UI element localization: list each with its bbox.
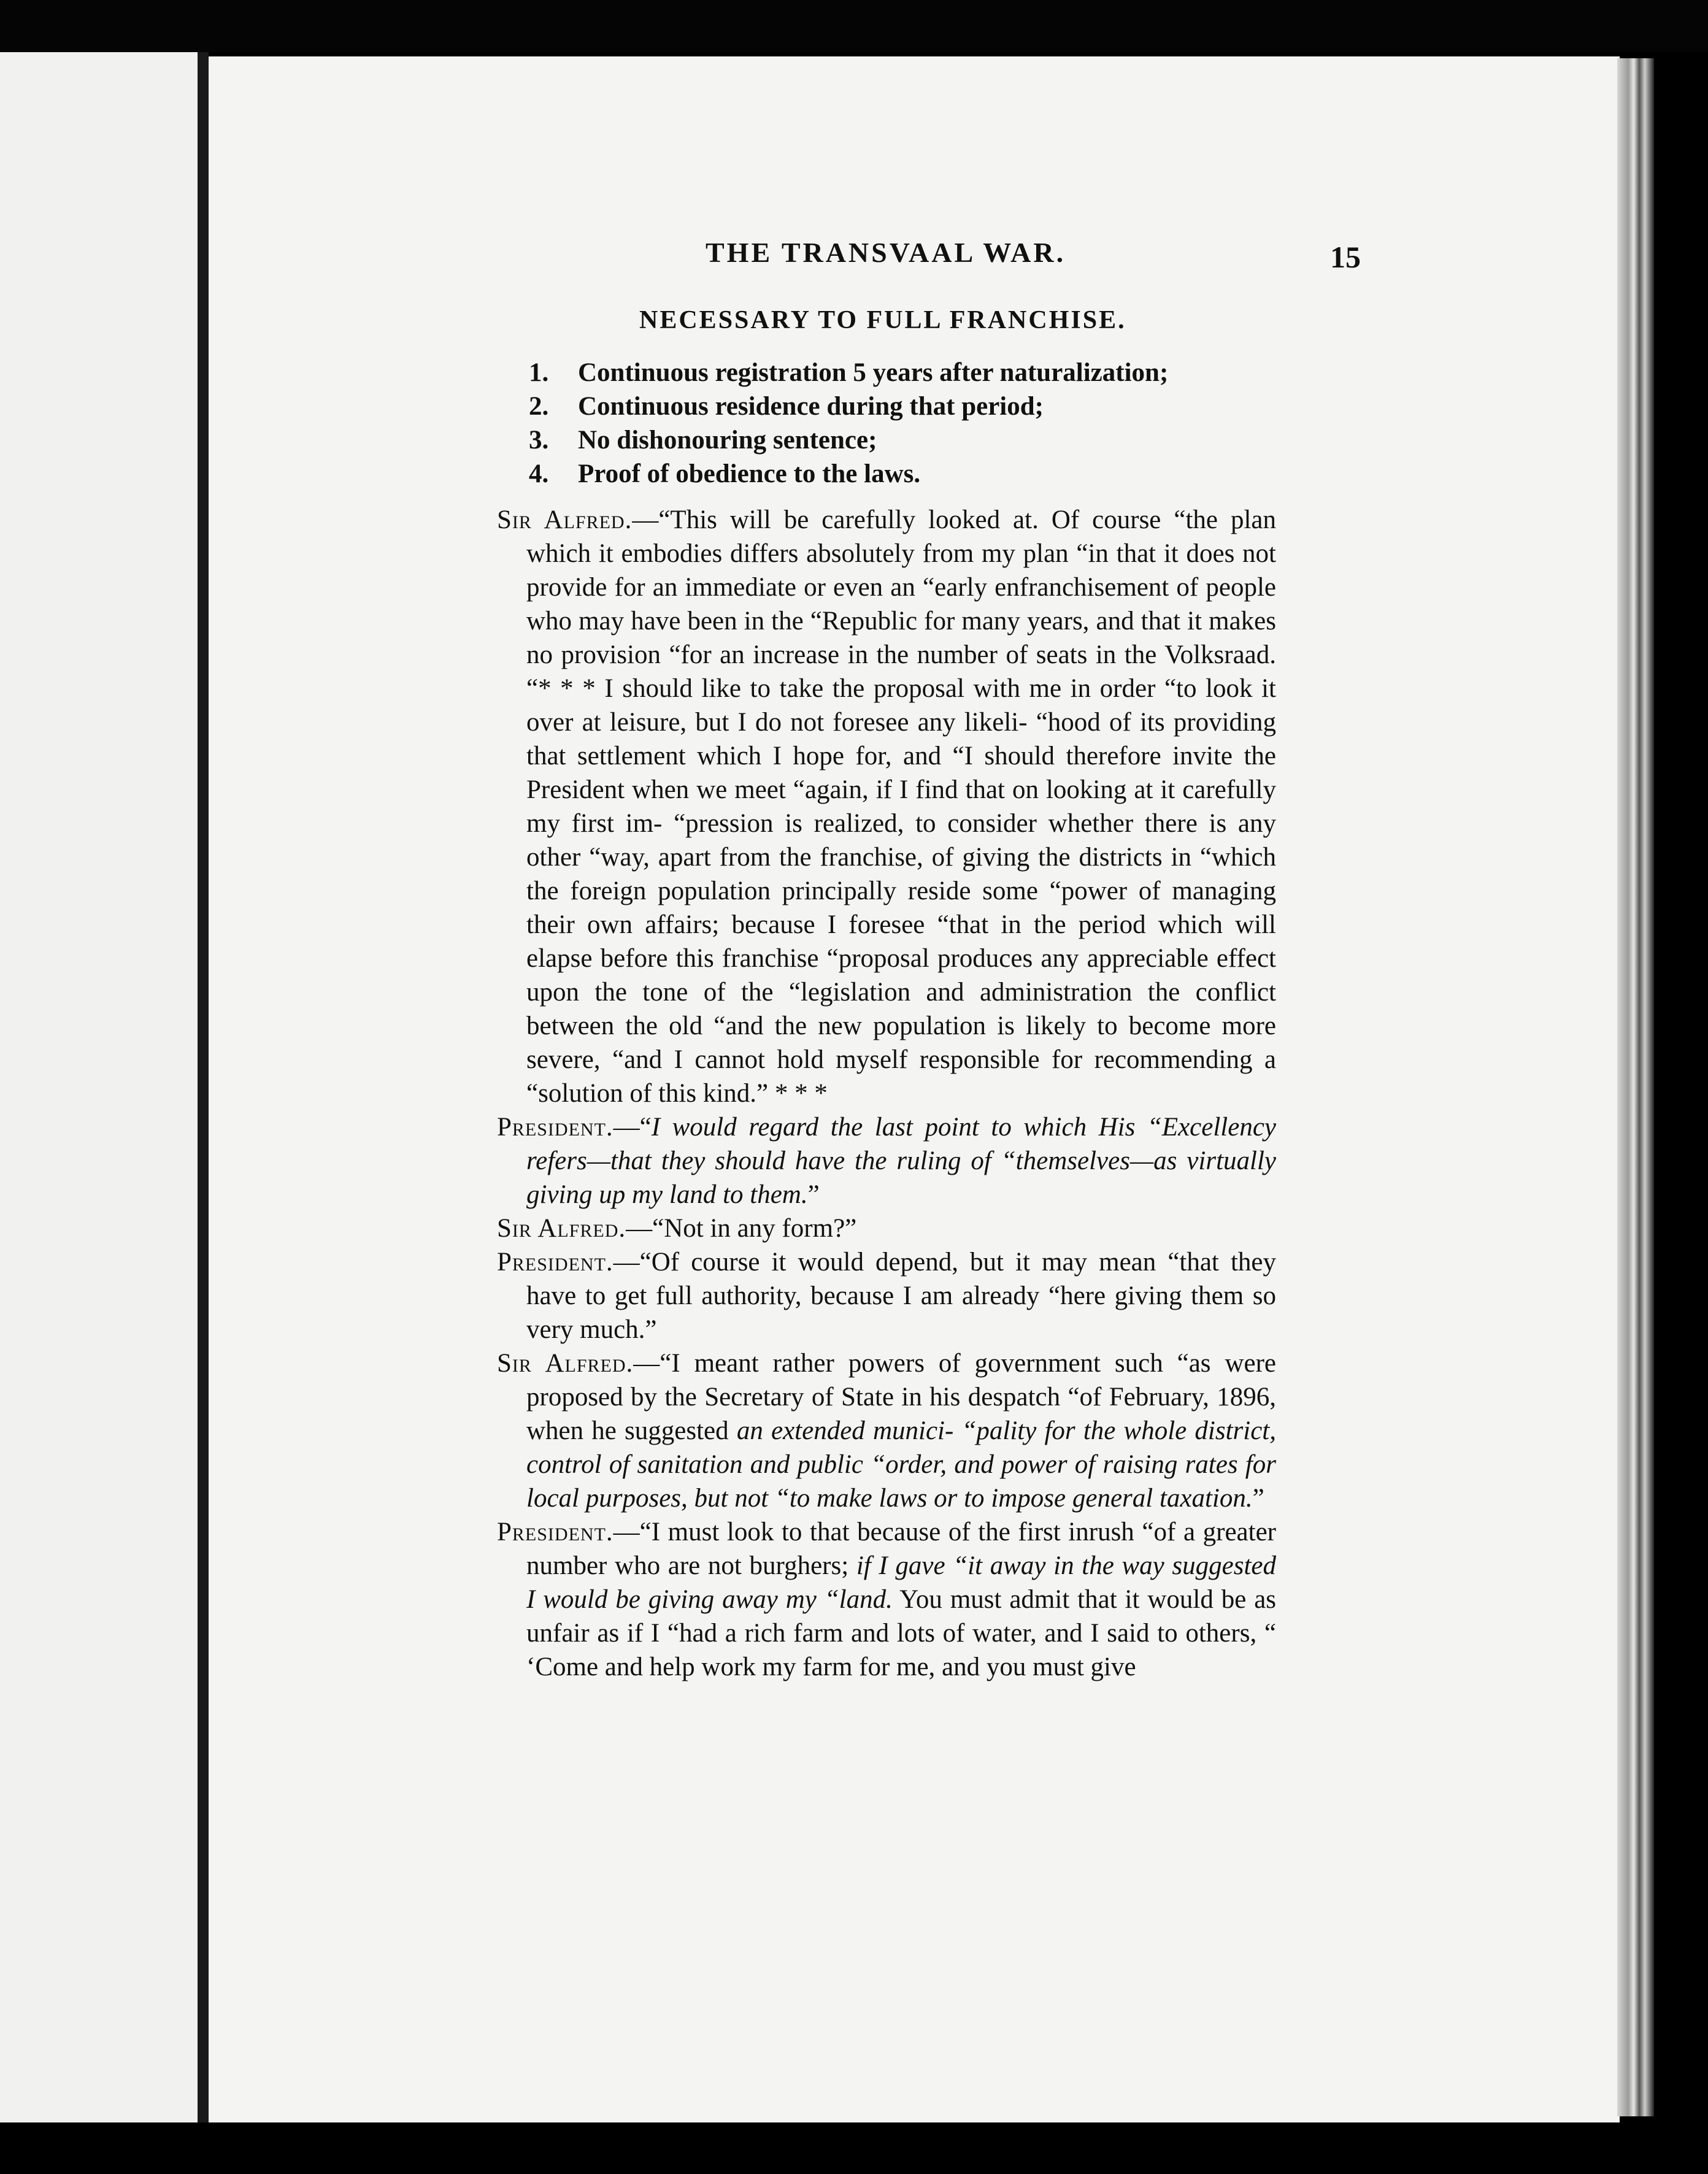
- dialogue-italic-text: I would regard the last point to which His “Excellency refers—that they should have the ruling of “themselves—as virtually giving up my land to them.: [526, 1113, 1276, 1209]
- list-item-number: 3.: [529, 426, 549, 455]
- list-item: [529, 356, 1168, 390]
- speaker-name: Sir Alfred.: [497, 1349, 634, 1378]
- dialogue-text-end: ”: [1252, 1484, 1264, 1513]
- scan-border-bottom: [0, 2122, 1708, 2174]
- list-item-number: 4.: [529, 459, 549, 488]
- dialogue-paragraph: [497, 1212, 1276, 1245]
- dialogue-text: —“This will be carefully looked at. Of course “the plan which it embodies differs absolutely from my plan “in that it does not provide for an immediate or even an “early enfranchisement of people who may have been in the “Republic for many years, and that it makes no provision “for an increase in the number of seats in the Volksraad. “* * * I should like to take the proposal with me in order “to look it over at leisure, but I do not foresee any likeli- “hood of its providing that settlement which I hope for, and “I should therefore invite the President when we meet “again, if I find that on looking at it carefully my first im- “pression is realized, to consider whether there is any other “way, apart from the franchise, of giving the districts in “which the foreign population principally reside some “power of managing their own affairs; because I foresee “that in the period which will elapse before this franchise “proposal produces any appreciable effect upon the tone of the “legislation and administration the conflict between the old “and the new population is likely to become more severe, “and I cannot hold myself responsible for recommending a “solution of this kind.” * * *: [526, 505, 1276, 1108]
- list-item-text: Continuous residence during that period;: [578, 392, 1044, 421]
- facing-page-edge: [0, 52, 198, 2122]
- scan-border-top: [0, 0, 1708, 52]
- speaker-name: Sir Alfred.: [497, 505, 633, 534]
- list-item-text: Continuous registration 5 years after naturalization;: [578, 358, 1169, 387]
- requirements-list: [529, 356, 1168, 491]
- list-item: [529, 423, 1168, 457]
- dialogue-paragraph: [497, 1245, 1276, 1346]
- dialogue-paragraph: [497, 1110, 1276, 1212]
- dialogue-paragraph: [497, 1346, 1276, 1515]
- dialogue-text: —“: [613, 1113, 652, 1142]
- speaker-name: Sir Alfred.: [497, 1214, 626, 1243]
- section-title: NECESSARY TO FULL FRANCHISE.: [639, 306, 1126, 334]
- dialogue-text: —“I meant rather powers of government such “as were proposed by the Secretary of State in his despatch “of February, 1896, when he suggested: [526, 1349, 1277, 1445]
- list-item-number: 2.: [529, 392, 549, 421]
- dialogue-paragraph: [497, 503, 1276, 1110]
- dialogue-text-end: You must admit that it would be as unfair as if I “had a rich farm and lots of water, and I said to others, “ ‘Come and help work my farm for me, and you must give: [526, 1585, 1277, 1681]
- dialogue-text: —“Not in any form?”: [626, 1214, 857, 1243]
- dialogue-text: —“I must look to that because of the first inrush “of a greater number who are not burghers;: [526, 1518, 1276, 1580]
- list-item-text: No dishonouring sentence;: [578, 426, 877, 455]
- scan-border-right: [1654, 52, 1708, 2122]
- dialogue-text-end: ”: [807, 1180, 820, 1209]
- running-title: THE TRANSVAAL WAR.: [706, 237, 1066, 268]
- book-gutter: [198, 52, 209, 2122]
- list-item-number: 1.: [529, 358, 549, 387]
- dialogue-text: —“Of course it would depend, but it may mean “that they have to get full authority, because I am already “here giving them so very much.”: [526, 1248, 1276, 1344]
- dialogue-italic-text: if I gave “it away in the way suggested I would be giving away my “land.: [526, 1551, 1276, 1614]
- page-number: 15: [1330, 240, 1361, 274]
- dialogue-italic-text: an extended munici- “pality for the whole district, control of sanitation and public “order, and power of raising rates for local purposes, but not “to make laws or to impose general taxation.: [526, 1416, 1277, 1513]
- list-item: [529, 457, 1168, 491]
- speaker-name: President.: [497, 1113, 614, 1142]
- list-item-text: Proof of obedience to the laws.: [578, 459, 921, 488]
- page-stack-edge: [1617, 58, 1654, 2116]
- speaker-name: President.: [497, 1518, 614, 1546]
- dialogue-body: [497, 503, 1276, 1684]
- speaker-name: President.: [497, 1248, 614, 1277]
- list-item: [529, 390, 1168, 423]
- dialogue-paragraph: [497, 1515, 1276, 1684]
